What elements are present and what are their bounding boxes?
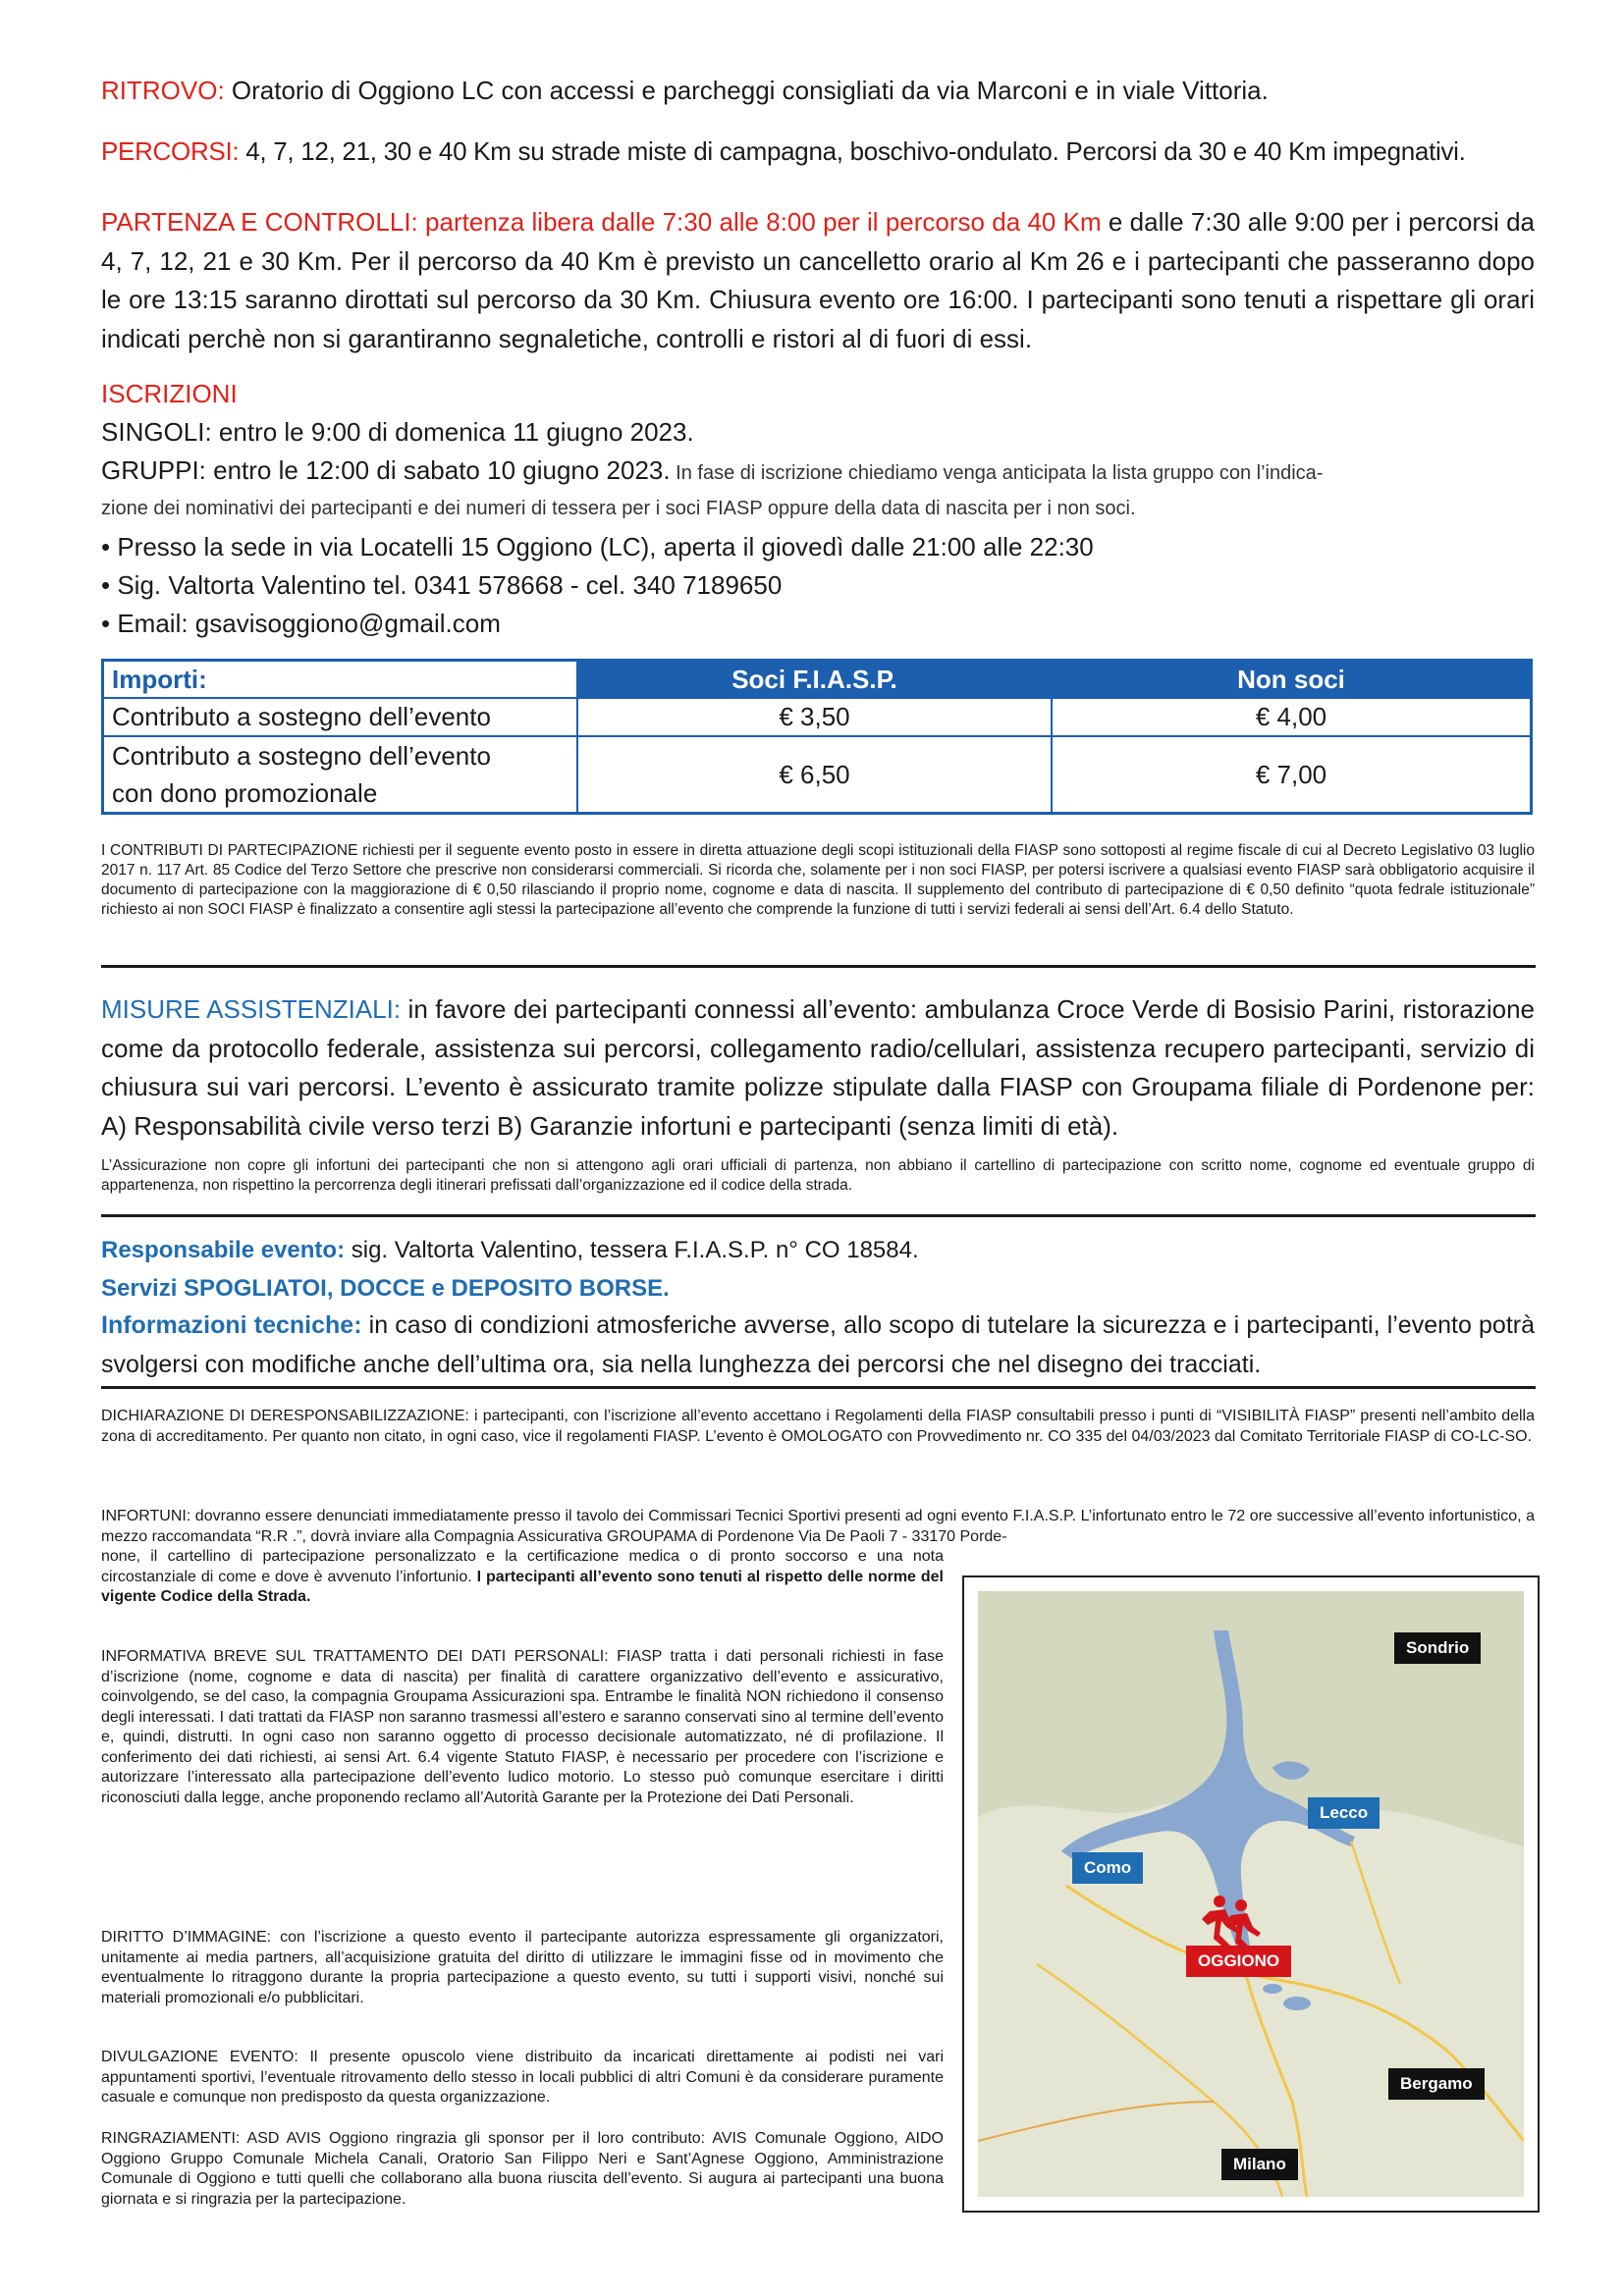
row-soci-value: € 3,50 <box>577 698 1052 736</box>
assicurazione-note: L’Assicurazione non copre gli infortuni dei partecipanti che non si attengono agli orari ufficiali di partenza, non abbiano il cartellino di partecipazione con scritto nome, cognome ed eventuale gruppo di appartenenza, non rispettino la percorrenza degli itinerari prefissati dall’organizzazione ed il codice della strada. <box>101 1157 1535 1194</box>
percorsi-text: 4, 7, 12, 21, 30 e 40 Km su strade miste di campagna, boschivo-ondulato. Percorsi da 30 e 40 Km impegnativi. <box>239 136 1466 166</box>
percorsi-label: PERCORSI: <box>101 136 240 166</box>
row-label-line-2: con dono promozionale <box>112 778 378 808</box>
ringraziamenti-paragraph: RINGRAZIAMENTI: ASD AVIS Oggiono ringrazia gli sponsor per il loro contributo: AVIS Comunale Oggiono, AIDO Oggiono Gruppo Comunale Michela Canali, Oratorio San Filippo Neri e Sant’Agnese Oggiono, Amministrazione Comunale di Oggiono e tutti quelli che collaborano alla buona riuscita dell’evento. Si augura ai partecipanti una buona giornata e si ringrazia per la partecipazione. <box>101 2130 944 2208</box>
info-tecniche-paragraph <box>101 1307 1535 1384</box>
iscrizioni-gruppi-note: In fase di iscrizione chiediamo venga anticipata la lista gruppo con l’indica- <box>670 462 1324 484</box>
iscrizioni-gruppi-line <box>101 452 1535 493</box>
row-soci-value: € 6,50 <box>577 736 1052 814</box>
partenza-text: e dalle 7:30 alle 9:00 per i percorsi da 4, 7, 12, 21 e 30 Km. Per il percorso da 40 Km è previsto un cancelletto orario al Km 26 e i partecipanti che passeranno dopo le ore 13:15 saranno dirottati sul percorso da 30 Km. Chiusura evento ore 16:00. I partecipanti sono tenuti a rispettare gli orari indicati perchè non si garantiranno segnaletiche, controlli e ristori al di fuori di essi. <box>101 207 1535 353</box>
divider <box>101 1386 1536 1389</box>
ritrovo-label: RITROVO: <box>101 76 225 105</box>
ritrovo-line <box>101 72 1535 110</box>
divulgazione-paragraph: DIVULGAZIONE EVENTO: Il presente opuscolo viene distribuito da incaricati direttamente ai podisti nei vari appuntamenti sportivi, l’eventuale ritrovamento dello stesso in locali pubblici di altri Comuni è da considerare puramente casuale e comunque non predisposto da questa organizzazione. <box>101 2049 944 2106</box>
iscrizioni-singoli: SINGOLI: entro le 9:00 di domenica 11 giugno 2023. <box>101 417 694 447</box>
soci-header: Soci F.I.A.S.P. <box>577 661 1052 699</box>
map-label-milano: Milano <box>1221 2149 1298 2180</box>
row-label: Contributo a sostegno dell’evento <box>103 698 578 736</box>
iscrizioni-gruppi: GRUPPI: entro le 12:00 di sabato 10 giugno 2023. <box>101 455 671 485</box>
infortuni-paragraph-top: INFORTUNI: dovranno essere denunciati immediatamente presso il tavolo dei Commissari Tecnici Sportivi presenti ad ogni evento F.I.A.S.P. L’infortunato entro le 72 ore successive all’evento infortunistico, a mezzo raccomandata “R.R .”, dovrà inviare alla Compagnia Assicurativa GROUPAMA di Pordenone Via De Paoli 7 - 33170 Porde- <box>101 1508 1535 1545</box>
iscrizioni-title: ISCRIZIONI <box>101 379 238 408</box>
importi-header: Importi: <box>103 661 578 699</box>
route-map <box>962 1575 1540 2213</box>
immagine-paragraph: DIRITTO D’IMMAGINE: con l’iscrizione a questo evento il partecipante autorizza espressamente gli organizzatori, unitamente ai media partners, all’acquisizione gratuita del diritto di utilizzare le immagini fisse od in movimento che eventualmente lo ritraggono durante la propria partecipazione a questo evento, su tutti i supporti visivi, nonché sui materiali promozionali e/o pubblicitari. <box>101 1929 944 2006</box>
ritrovo-text: Oratorio di Oggiono LC con accessi e parcheggi consigliati da via Marconi e in viale Vittoria. <box>224 76 1269 105</box>
non-soci-header: Non soci <box>1052 661 1532 699</box>
misure-text: in favore dei partecipanti connessi all’evento: ambulanza Croce Verde di Bosisio Parini, ristorazione come da protocollo federale, assistenza sui percorsi, collegamento radio/cellulari, assistenza recupero partecipanti, servizio di chiusura sui vari percorsi. L’evento è assicurato tramite polizze stipulate dalla FIASP con Groupama filiale di Pordenone per: A) Responsabilità civile verso terzi B) Garanzie infortuni e partecipanti (senza limiti di età). <box>101 994 1535 1141</box>
responsabile-label: Responsabile evento: <box>101 1237 346 1263</box>
map-label-bergamo: Bergamo <box>1388 2068 1485 2100</box>
info-tecniche-label: Informazioni tecniche: <box>101 1311 362 1339</box>
infortuni-bold: I partecipanti all’evento sono tenuti al rispetto delle norme del vigente Codice della Strada. <box>101 1568 944 1605</box>
dichiarazione-paragraph: DICHIARAZIONE DI DERESPONSABILIZZAZIONE: i partecipanti, con l’iscrizione all’evento accettano i Regolamenti della FIASP consultabili presso i punti di “VISIBILITÀ FIASP” presenti nell’ambito della zona di accreditamento. Per quanto non citato, in ogni caso, vice il regolamenti FIASP. L’evento è OMOLOGATO con Provvedimento nr. CO 335 del 04/03/2023 dal Comitato Territoriale FIASP di CO-LC-SO. <box>101 1408 1535 1445</box>
importi-header-row <box>103 661 1532 699</box>
partenza-label: PARTENZA E CONTROLLI: partenza libera dalle 7:30 alle 8:00 per il percorso da 40 Km <box>101 207 1102 237</box>
row-label <box>103 736 578 814</box>
partenza-paragraph <box>101 203 1535 358</box>
map-label-como: Como <box>1072 1852 1143 1884</box>
iscrizioni-bullet-telefono: • Sig. Valtorta Valentino tel. 0341 578668 - cel. 340 7189650 <box>101 570 783 600</box>
row-non-soci-value: € 4,00 <box>1052 698 1532 736</box>
divider <box>101 965 1536 968</box>
row-label-line-1: Contributo a sostegno dell’evento <box>112 741 491 771</box>
row-non-soci-value: € 7,00 <box>1052 736 1532 814</box>
responsabile-text: sig. Valtorta Valentino, tessera F.I.A.S.P. n° CO 18584. <box>345 1237 919 1263</box>
servizi-line: Servizi SPOGLIATOI, DOCCE e DEPOSITO BORSE. <box>101 1275 670 1302</box>
map-label-lecco: Lecco <box>1308 1797 1380 1829</box>
iscrizioni-gruppi-note-2: zione dei nominativi dei partecipanti e dei numeri di tessera per i soci FIASP oppure della data di nascita per i non soci. <box>101 498 1136 519</box>
importi-table <box>101 659 1533 815</box>
table-row <box>103 736 1532 814</box>
misure-label: MISURE ASSISTENZIALI: <box>101 994 402 1024</box>
percorsi-line <box>101 133 1535 171</box>
misure-paragraph <box>101 990 1535 1146</box>
contributi-note: I CONTRIBUTI DI PARTECIPAZIONE richiesti per il seguente evento posto in essere in diretta attuazione degli scopi istituzionali della FIASP sono sottoposti al regime fiscale di cui al Decreto Legislativo 03 luglio 2017 n. 117 Art. 85 Codice del Terzo Settore che prescrive non considerarsi commerciali. Si ricorda che, solamente per i non soci FIASP, per potersi iscrivere a qualsiasi evento FIASP sarà obbligatorio acquisire il documento di partecipazione con la maggiorazione di € 0,50 rilasciando il proprio nome, cognome e data di nascita. Il supplemento del contributo di partecipazione di € 0,50 definito “quota fedrale istituzionale” richiesto ai non SOCI FIASP è finalizzato a consentire agli stessi la partecipazione all’evento che comprende la funzione di tutti i servizi federali ai sensi dell’Art. 6.4 dello Statuto. <box>101 842 1535 918</box>
iscrizioni-bullet-email: • Email: gsavisoggiono@gmail.com <box>101 609 501 638</box>
info-tecniche-text: in caso di condizioni atmosferiche avverse, allo scopo di tutelare la sicurezza e i partecipanti, l’evento potrà svolgersi con modifiche anche dell’ultima ora, sia nella lunghezza dei percorsi che nel disegno dei tracciati. <box>101 1311 1536 1378</box>
table-row <box>103 698 1532 736</box>
map-graphic <box>978 1591 1524 2197</box>
iscrizioni-bullet-sede: • Presso la sede in via Locatelli 15 Oggiono (LC), aperta il giovedì dalle 21:00 alle 22:30 <box>101 532 1094 561</box>
responsabile-line <box>101 1231 1535 1269</box>
infortuni-paragraph-bottom <box>101 1547 944 1608</box>
privacy-paragraph: INFORMATIVA BREVE SUL TRATTAMENTO DEI DATI PERSONALI: FIASP tratta i dati personali richiesti in fase d’iscrizione (nome, cognome e data di nascita) per finalità di carattere organizzativo dell’evento e assicurativo, coinvolgendo, se del caso, la compagnia Groupama Assicurazioni spa. Entrambe le finalità NON richiedono il consenso degli interessati. I dati trattati da FIASP non saranno trasmessi all’estero e saranno conservati sino al termine dell’evento e, quindi, distrutti. In ogni caso non saranno oggetto di processo decisionale automatizzato, né di profilazione. Il conferimento dei dati richiesti, ai sensi Art. 6.4 vigente Statuto FIASP, è necessario per procedere con l’iscrizione e autorizzare l’interessato alla partecipazione dell’evento ludico motorio. Lo stesso può comunque esercitare i diritti riconosciuti dalla legge, anche proponendo reclamo all’Autorità Garante per la Protezione dei Dati Personali. <box>101 1648 944 1806</box>
divider <box>101 1214 1536 1217</box>
infortuni-text: none, il cartellino di partecipazione personalizzato e la certificazione medica o di pronto soccorso e una nota circostanziale di come e dove è avvenuto l’infortunio. <box>101 1548 944 1585</box>
map-label-oggiono: OGGIONO <box>1186 1946 1291 1977</box>
map-label-sondrio: Sondrio <box>1394 1632 1481 1664</box>
